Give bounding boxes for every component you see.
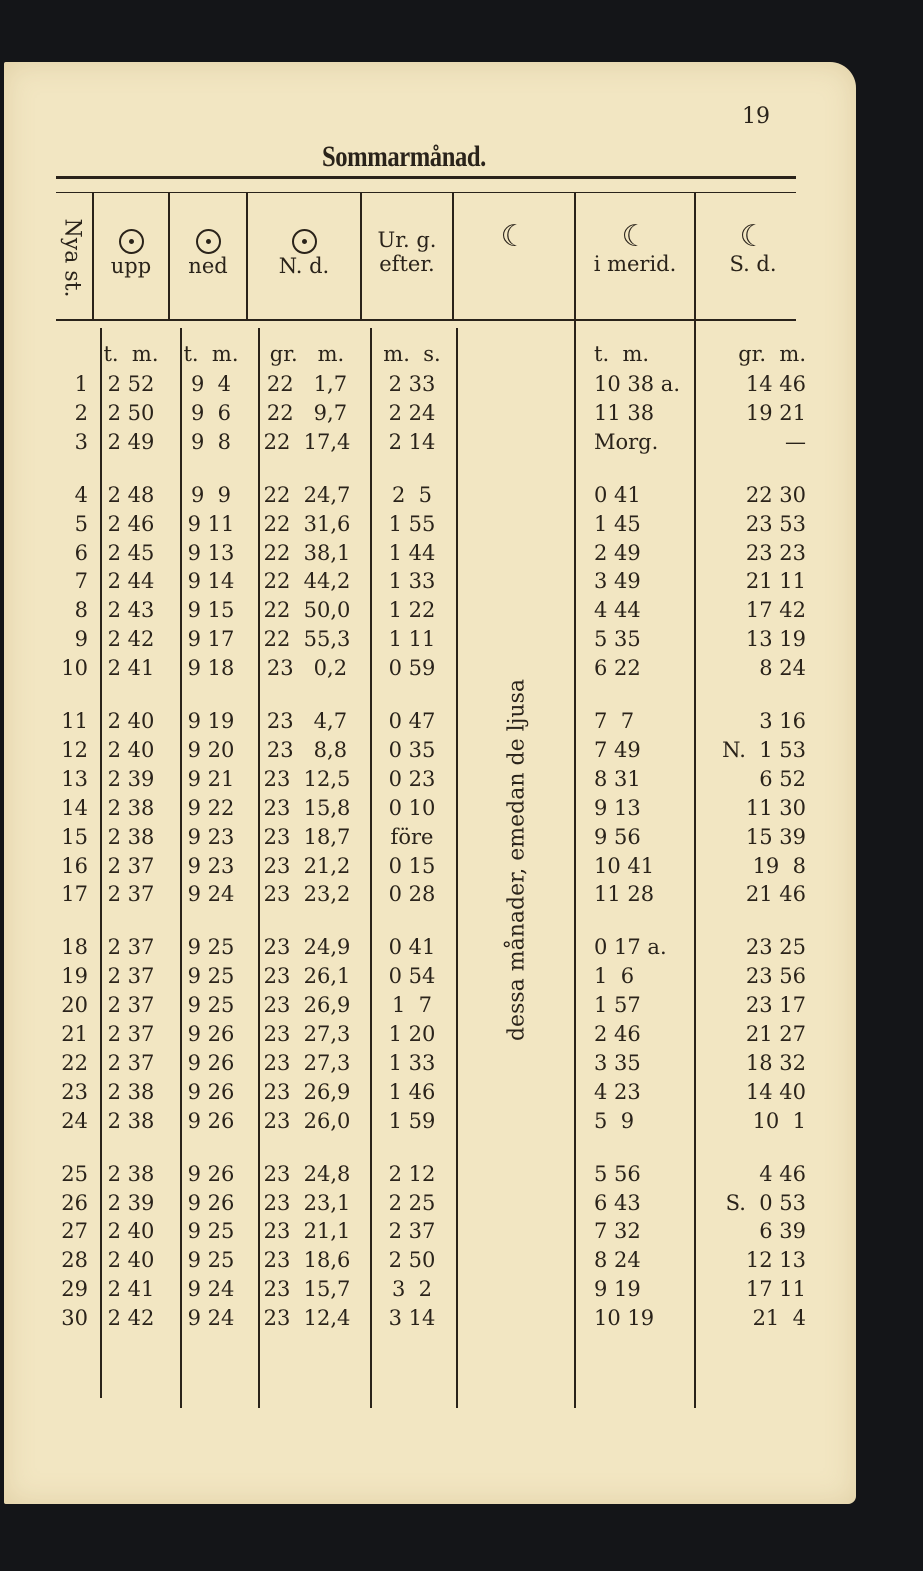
- cell-ur: före: [390, 824, 434, 849]
- cell-ur: 1 11: [388, 627, 436, 652]
- cell-ned: 9 23: [187, 853, 235, 878]
- cell-day: 12: [61, 737, 88, 762]
- cell-nd: 23 23,2: [263, 882, 351, 907]
- cell-nd: 23 12,4: [263, 1306, 351, 1331]
- cell-merid: 3 35: [594, 1050, 641, 1075]
- cell-ur: 0 28: [388, 882, 436, 907]
- header-sun-declination: N. d.: [250, 228, 358, 278]
- header-moon-meridian: ☾ i merid.: [578, 222, 692, 276]
- cell-day: 18: [61, 935, 88, 960]
- cell-sd: 23 25: [745, 935, 806, 960]
- cell-sd: 11 30: [745, 795, 806, 820]
- cell-ned: 9 24: [187, 1277, 235, 1302]
- sun-icon: [292, 229, 317, 254]
- cell-nd: 23 24,9: [263, 935, 351, 960]
- cell-sd: 17 11: [745, 1277, 806, 1302]
- cell-upp: 2 38: [107, 795, 155, 820]
- moon-column-note: dessa månader, emedan de ljusa: [504, 678, 530, 1042]
- cell-nd: 23 0,2: [266, 656, 348, 681]
- cell-sd: 19 21: [745, 400, 806, 425]
- cell-merid: 5 35: [594, 627, 641, 652]
- sun-icon: [196, 229, 221, 254]
- header-moon-declination: ☾ S. d.: [698, 222, 808, 276]
- cell-upp: 2 46: [107, 511, 155, 536]
- cell-ned: 9 19: [187, 709, 235, 733]
- cell-ned: 9 26: [187, 1161, 235, 1186]
- cell-sd: 22 30: [745, 482, 806, 507]
- table-row: [0, 796, 923, 824]
- cell-sd: S. 0 53: [725, 1190, 806, 1215]
- cell-nd: 22 1,7: [266, 372, 348, 396]
- cell-nd: 23 27,3: [263, 1022, 351, 1046]
- col-rule-2: [168, 193, 170, 320]
- cell-day: 29: [61, 1277, 88, 1302]
- cell-sd: 6 52: [759, 766, 806, 791]
- header-rule-top-thin: [56, 192, 796, 193]
- table-row: [0, 401, 923, 429]
- table-row: [0, 882, 923, 910]
- moon-icon: ☾: [621, 219, 649, 254]
- page-title: Sommarmånad.: [322, 140, 486, 173]
- cell-ned: 9 24: [187, 882, 235, 907]
- table-row: [0, 964, 923, 992]
- cell-ur: 2 12: [388, 1161, 436, 1186]
- cell-merid: 3 49: [594, 569, 641, 594]
- cell-nd: 23 26,9: [263, 1079, 351, 1104]
- header-rule-top: [56, 176, 796, 179]
- cell-ned: 9 25: [187, 1248, 235, 1273]
- table-row: [0, 1277, 923, 1305]
- cell-ur: 1 46: [388, 1079, 436, 1104]
- cell-nd: 22 31,6: [263, 511, 351, 536]
- table-row: [0, 372, 923, 400]
- cell-nd: 22 17,4: [263, 429, 351, 454]
- cell-upp: 2 45: [107, 540, 155, 565]
- cell-ned: 9 18: [187, 656, 235, 681]
- cell-upp: 2 42: [107, 1306, 155, 1331]
- cell-day: 1: [74, 372, 88, 396]
- cell-ur: 2 50: [388, 1248, 436, 1273]
- table-row: [0, 935, 923, 963]
- cell-ned: 9 25: [187, 935, 235, 960]
- cell-upp: 2 42: [107, 627, 155, 652]
- table-row: [0, 1162, 923, 1190]
- cell-merid: 11 38: [594, 400, 655, 425]
- cell-ned: 9 24: [187, 1306, 235, 1331]
- cell-merid: 8 31: [594, 766, 641, 791]
- cell-ned: 9 26: [187, 1022, 235, 1046]
- cell-sd: 8 24: [759, 656, 806, 681]
- cell-upp: 2 49: [107, 429, 155, 454]
- cell-ned: 9 25: [187, 964, 235, 989]
- cell-day: 20: [61, 993, 88, 1018]
- cell-ned: 9 9: [190, 482, 232, 507]
- header-clock-correction: Ur. g. efter.: [377, 228, 437, 276]
- cell-merid: 2 49: [594, 540, 641, 565]
- cell-ur: 1 7: [391, 993, 433, 1018]
- table-row: [0, 1191, 923, 1219]
- cell-sd: 6 39: [759, 1219, 806, 1244]
- cell-day: 23: [61, 1079, 88, 1104]
- cell-nd: 23 24,8: [263, 1161, 351, 1186]
- header-sunset: ned: [172, 228, 244, 278]
- cell-ned: 9 21: [187, 766, 235, 791]
- cell-day: 21: [61, 1022, 88, 1046]
- cell-upp: 2 39: [107, 766, 155, 791]
- cell-ned: 9 25: [187, 993, 235, 1018]
- cell-sd: 15 39: [745, 824, 806, 849]
- cell-upp: 2 41: [107, 656, 155, 681]
- cell-merid: 0 41: [594, 482, 641, 507]
- cell-upp: 2 43: [107, 598, 155, 623]
- cell-nd: 23 4,7: [266, 709, 348, 733]
- cell-merid: 1 6: [594, 964, 635, 989]
- cell-nd: 23 26,1: [263, 964, 351, 989]
- cell-day: 10: [61, 656, 88, 681]
- cell-upp: 2 37: [107, 964, 155, 989]
- cell-day: 3: [74, 429, 88, 454]
- cell-sd: 23 23: [745, 540, 806, 565]
- cell-merid: 5 56: [594, 1161, 641, 1186]
- cell-ur: 0 10: [388, 795, 436, 820]
- cell-ned: 9 26: [187, 1050, 235, 1075]
- table-row: [0, 825, 923, 853]
- cell-upp: 2 38: [107, 1161, 155, 1186]
- col-rule-5: [452, 193, 454, 320]
- cell-day: 26: [61, 1190, 88, 1215]
- cell-ned: 9 17: [187, 627, 235, 652]
- cell-nd: 23 8,8: [266, 737, 348, 762]
- cell-ned: 9 14: [187, 569, 235, 594]
- cell-ur: 1 20: [388, 1022, 436, 1046]
- cell-merid: 6 22: [594, 656, 641, 681]
- cell-merid: 11 28: [594, 882, 655, 907]
- cell-ur: 2 33: [388, 372, 436, 396]
- cell-merid: 8 24: [594, 1248, 641, 1273]
- unit-merid: t. m.: [594, 342, 650, 366]
- cell-sd: 21 4: [752, 1306, 806, 1331]
- table-row: [0, 483, 923, 511]
- moon-icon: ☾: [739, 219, 767, 254]
- cell-nd: 23 15,7: [263, 1277, 351, 1302]
- unit-upp: t. m.: [103, 342, 159, 366]
- cell-upp: 2 48: [107, 482, 155, 507]
- cell-ur: 1 44: [388, 540, 436, 565]
- cell-ned: 9 11: [187, 511, 235, 536]
- header-sunrise: upp: [96, 228, 166, 278]
- cell-nd: 22 24,7: [263, 482, 351, 507]
- col-rule-3: [246, 193, 248, 320]
- cell-sd: 23 53: [745, 511, 806, 536]
- cell-upp: 2 40: [107, 1219, 155, 1244]
- cell-merid: 0 17 a.: [594, 935, 667, 960]
- cell-merid: 10 41: [594, 853, 655, 878]
- cell-ned: 9 26: [187, 1108, 235, 1133]
- table-row: [0, 569, 923, 597]
- cell-upp: 2 38: [107, 1079, 155, 1104]
- cell-day: 28: [61, 1248, 88, 1273]
- cell-ur: 1 55: [388, 511, 436, 536]
- cell-day: 24: [61, 1108, 88, 1133]
- cell-ned: 9 26: [187, 1079, 235, 1104]
- cell-ned: 9 20: [187, 737, 235, 762]
- table-row: [0, 1109, 923, 1137]
- unit-ned: t. m.: [183, 342, 239, 366]
- table-row: [0, 1306, 923, 1334]
- cell-upp: 2 37: [107, 1050, 155, 1075]
- cell-upp: 2 37: [107, 882, 155, 907]
- cell-upp: 2 41: [107, 1277, 155, 1302]
- table-row: [0, 1219, 923, 1247]
- header-moon: [456, 219, 572, 254]
- cell-upp: 2 38: [107, 824, 155, 849]
- cell-nd: 22 55,3: [263, 627, 351, 652]
- units-row: [0, 342, 923, 368]
- cell-ur: 3 14: [388, 1306, 436, 1331]
- table-row: [0, 598, 923, 626]
- table-row: [0, 767, 923, 795]
- cell-day: 25: [61, 1161, 88, 1186]
- unit-nd: gr. m.: [269, 342, 345, 366]
- cell-sd: 14 40: [745, 1079, 806, 1104]
- cell-ur: 1 59: [388, 1108, 436, 1133]
- cell-upp: 2 38: [107, 1108, 155, 1133]
- cell-day: 13: [61, 766, 88, 791]
- cell-sd: —: [785, 429, 806, 454]
- header-day: Nya st.: [59, 218, 85, 298]
- cell-merid: 10 19: [594, 1306, 655, 1331]
- cell-sd: 3 16: [759, 709, 806, 733]
- cell-day: 11: [61, 709, 88, 733]
- cell-sd: 21 46: [745, 882, 806, 907]
- unit-ur: m. s.: [383, 342, 441, 366]
- cell-sd: 23 56: [745, 964, 806, 989]
- cell-sd: 14 46: [745, 372, 806, 396]
- header-rule-bottom: [56, 319, 796, 321]
- cell-merid: Morg.: [594, 429, 659, 454]
- cell-ned: 9 15: [187, 598, 235, 623]
- unit-sd: gr. m.: [738, 342, 806, 366]
- cell-ur: 2 25: [388, 1190, 436, 1215]
- cell-upp: 2 37: [107, 993, 155, 1018]
- cell-ur: 0 35: [388, 737, 436, 762]
- cell-upp: 2 40: [107, 1248, 155, 1273]
- cell-ned: 9 8: [190, 429, 232, 454]
- cell-merid: 5 9: [594, 1108, 635, 1133]
- table-row: [0, 627, 923, 655]
- cell-merid: 9 19: [594, 1277, 641, 1302]
- table-row: [0, 512, 923, 540]
- cell-merid: 7 49: [594, 737, 641, 762]
- cell-sd: 21 11: [745, 569, 806, 594]
- cell-merid: 1 45: [594, 511, 641, 536]
- cell-sd: 19 8: [752, 853, 806, 878]
- table-row: [0, 854, 923, 882]
- cell-sd: 21 27: [745, 1022, 806, 1046]
- cell-day: 2: [74, 400, 88, 425]
- cell-merid: 9 56: [594, 824, 641, 849]
- cell-ur: 0 41: [388, 935, 436, 960]
- cell-day: 15: [61, 824, 88, 849]
- cell-day: 7: [74, 569, 88, 594]
- cell-ned: 9 23: [187, 824, 235, 849]
- cell-merid: 9 13: [594, 795, 641, 820]
- cell-day: 8: [74, 598, 88, 623]
- cell-merid: 2 46: [594, 1022, 641, 1046]
- cell-day: 6: [74, 540, 88, 565]
- cell-nd: 23 23,1: [263, 1190, 351, 1215]
- cell-upp: 2 40: [107, 737, 155, 762]
- moon-icon: ☾: [500, 219, 528, 254]
- cell-ur: 1 22: [388, 598, 436, 623]
- cell-day: 19: [61, 964, 88, 989]
- cell-sd: 18 32: [745, 1050, 806, 1075]
- cell-ned: 9 4: [190, 372, 232, 396]
- cell-ur: 0 15: [388, 853, 436, 878]
- cell-nd: 23 26,0: [263, 1108, 351, 1133]
- cell-ur: 2 24: [388, 400, 436, 425]
- table-row: [0, 1248, 923, 1276]
- cell-nd: 23 12,5: [263, 766, 351, 791]
- table-row: [0, 430, 923, 458]
- cell-merid: 4 44: [594, 598, 641, 623]
- cell-nd: 23 18,6: [263, 1248, 351, 1273]
- cell-ned: 9 25: [187, 1219, 235, 1244]
- col-rule-4: [360, 193, 362, 320]
- table-row: [0, 993, 923, 1021]
- cell-sd: 4 46: [759, 1161, 806, 1186]
- cell-upp: 2 39: [107, 1190, 155, 1215]
- cell-sd: 12 13: [745, 1248, 806, 1273]
- cell-sd: 10 1: [752, 1108, 806, 1133]
- cell-ur: 2 5: [391, 482, 433, 507]
- page-number: 19: [742, 104, 770, 129]
- cell-day: 5: [74, 511, 88, 536]
- cell-nd: 23 18,7: [263, 824, 351, 849]
- cell-nd: 23 15,8: [263, 795, 351, 820]
- cell-merid: 7 32: [594, 1219, 641, 1244]
- table-row: [0, 709, 923, 737]
- cell-day: 17: [61, 882, 88, 907]
- cell-upp: 2 50: [107, 400, 155, 425]
- cell-day: 22: [61, 1050, 88, 1075]
- sun-icon: [119, 229, 144, 254]
- cell-ned: 9 6: [190, 400, 232, 425]
- cell-nd: 22 9,7: [266, 400, 348, 425]
- cell-sd: 13 19: [745, 627, 806, 652]
- table-row: [0, 738, 923, 766]
- table-row: [0, 541, 923, 569]
- cell-day: 14: [61, 795, 88, 820]
- cell-ur: 2 37: [388, 1219, 436, 1244]
- table-row: [0, 1051, 923, 1079]
- cell-upp: 2 40: [107, 709, 155, 733]
- cell-sd: 23 17: [745, 993, 806, 1018]
- cell-ur: 1 33: [388, 569, 436, 594]
- cell-ned: 9 22: [187, 795, 235, 820]
- cell-nd: 22 44,2: [263, 569, 351, 594]
- cell-nd: 23 27,3: [263, 1050, 351, 1075]
- table-row: [0, 1022, 923, 1050]
- cell-nd: 23 21,1: [263, 1219, 351, 1244]
- cell-day: 16: [61, 853, 88, 878]
- cell-ur: 0 54: [388, 964, 436, 989]
- cell-nd: 22 38,1: [263, 540, 351, 565]
- cell-ur: 2 14: [388, 429, 436, 454]
- table-row: [0, 656, 923, 684]
- cell-ur: 0 23: [388, 766, 436, 791]
- cell-upp: 2 37: [107, 853, 155, 878]
- cell-upp: 2 44: [107, 569, 155, 594]
- cell-ned: 9 26: [187, 1190, 235, 1215]
- cell-day: 4: [74, 482, 88, 507]
- cell-day: 27: [61, 1219, 88, 1244]
- cell-upp: 2 37: [107, 935, 155, 960]
- cell-merid: 4 23: [594, 1079, 641, 1104]
- cell-merid: 7 7: [594, 709, 635, 733]
- cell-day: 30: [61, 1306, 88, 1331]
- cell-sd: N. 1 53: [722, 737, 806, 762]
- cell-nd: 23 21,2: [263, 853, 351, 878]
- cell-ur: 0 47: [388, 709, 436, 733]
- cell-ned: 9 13: [187, 540, 235, 565]
- cell-upp: 2 52: [107, 372, 155, 396]
- cell-sd: 17 42: [745, 598, 806, 623]
- cell-upp: 2 37: [107, 1022, 155, 1046]
- cell-day: 9: [74, 627, 88, 652]
- cell-nd: 22 50,0: [263, 598, 351, 623]
- table-row: [0, 1080, 923, 1108]
- cell-nd: 23 26,9: [263, 993, 351, 1018]
- cell-ur: 3 2: [391, 1277, 433, 1302]
- cell-ur: 0 59: [388, 656, 436, 681]
- cell-ur: 1 33: [388, 1050, 436, 1075]
- cell-merid: 6 43: [594, 1190, 641, 1215]
- cell-merid: 10 38 a.: [594, 372, 680, 396]
- cell-merid: 1 57: [594, 993, 641, 1018]
